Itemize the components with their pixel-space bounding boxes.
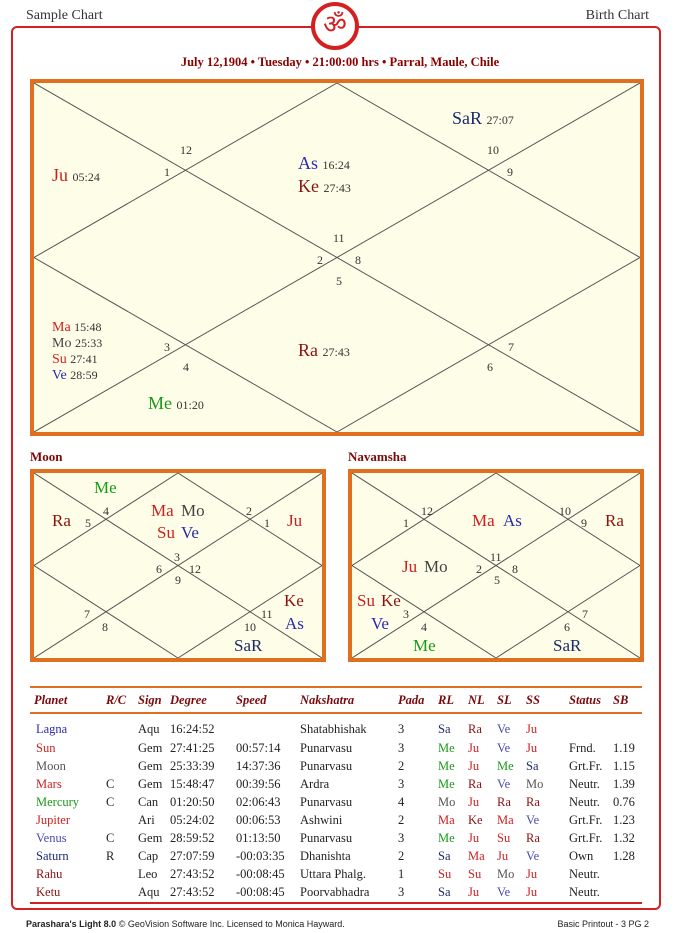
- table-cell-sb: 1.23: [613, 812, 635, 827]
- col-speed: Speed: [236, 692, 267, 707]
- house-7: 7: [508, 340, 514, 354]
- table-cell-nl: Ju: [468, 758, 480, 773]
- table-cell-rl: Me: [438, 758, 455, 773]
- table-cell-ss: Ju: [526, 740, 538, 755]
- table-cell-status: Frnd.: [569, 740, 596, 755]
- table-cell-sl: Mo: [497, 866, 515, 881]
- house-1: 1: [164, 165, 170, 179]
- table-cell-nl: Ju: [468, 884, 480, 899]
- planet-ju: Ju 05:24: [52, 165, 100, 185]
- table-cell-sb: 1.15: [613, 758, 635, 773]
- table-cell-nl: Ra: [468, 722, 482, 736]
- house-12: 12: [180, 143, 192, 157]
- table-cell-rc: C: [106, 830, 115, 845]
- table-cell-status: Grt.Fr.: [569, 812, 603, 827]
- table-cell-sign: Leo: [138, 866, 158, 881]
- planet-ve: Ve 28:59: [52, 368, 98, 383]
- table-cell-sb: 0.76: [613, 794, 635, 809]
- table-row: [30, 865, 642, 883]
- table-cell-pada: 3: [398, 776, 405, 791]
- table-cell-speed: [236, 713, 300, 739]
- table-cell-degree: 27:41:25: [170, 740, 215, 755]
- col-status: Status: [569, 692, 601, 707]
- nav-house-6: 6: [564, 620, 570, 634]
- col-degree: Degree: [170, 692, 207, 707]
- table-cell-sign: Can: [138, 794, 159, 809]
- table-row: [30, 775, 642, 793]
- nav-house-11: 11: [490, 550, 502, 564]
- house-3: 3: [164, 340, 170, 354]
- table-cell-nak: Punarvasu: [300, 740, 353, 755]
- nav-house-4: 4: [421, 620, 427, 634]
- table-cell-degree: 28:59:52: [170, 830, 215, 845]
- table-cell-rc: [106, 865, 138, 883]
- table-cell-planet: Ketu: [36, 884, 61, 899]
- table-row: [30, 739, 642, 757]
- moon-house-4: 4: [103, 504, 109, 518]
- moon-house-8: 8: [102, 620, 108, 634]
- table-cell-rl: Me: [438, 830, 455, 845]
- table-cell-speed: 00:57:14: [236, 740, 281, 755]
- moon-house-9: 9: [175, 573, 181, 587]
- table-cell-degree: 15:48:47: [170, 776, 215, 791]
- table-cell-sl: Me: [497, 758, 514, 773]
- table-cell-sl: Ve: [497, 776, 511, 791]
- table-cell-speed: 01:13:50: [236, 830, 281, 845]
- col-nl: NL: [468, 692, 485, 707]
- table-cell-sign: Aqu: [138, 884, 160, 899]
- table-cell-planet: Venus: [36, 830, 67, 845]
- nav-planet-me: Me: [413, 636, 436, 655]
- table-cell-sign: Gem: [138, 740, 163, 755]
- table-cell-nak: Ashwini: [300, 812, 343, 827]
- col-sb: SB: [613, 692, 629, 707]
- table-cell-sb: 1.32: [613, 830, 635, 845]
- table-cell-rl: Sa: [438, 884, 451, 899]
- table-cell-nl: Ju: [468, 794, 480, 809]
- rasi-chart: [30, 79, 644, 436]
- footer-right: Basic Printout - 3 PG 2: [557, 919, 649, 929]
- col-rc: R/C: [106, 692, 127, 707]
- nav-house-12: 12: [421, 504, 433, 518]
- table-cell-ss: Mo: [526, 776, 544, 791]
- table-cell-ss: Ju: [526, 722, 538, 736]
- nav-house-1: 1: [403, 516, 409, 530]
- table-row: [30, 757, 642, 775]
- table-cell-degree: 25:33:39: [170, 758, 215, 773]
- table-cell-pada: 2: [398, 812, 405, 827]
- table-cell-sl: Ve: [497, 722, 511, 736]
- table-cell-rc: C: [106, 794, 115, 809]
- table-cell-rc: R: [106, 848, 115, 863]
- nav-planet-mo: Mo: [424, 557, 448, 576]
- moon-house-12: 12: [189, 562, 201, 576]
- table-cell-status: Neutr.: [569, 776, 600, 791]
- table-cell-rl: Me: [438, 776, 455, 791]
- house-10: 10: [487, 143, 499, 157]
- table-cell-degree: 27:43:52: [170, 884, 215, 899]
- birth-details: July 12,1904 • Tuesday • 21:00:00 hrs • Parral, Maule, Chile: [180, 55, 500, 69]
- table-cell-ss: Ju: [526, 884, 538, 899]
- planet-sar: SaR 27:07: [452, 108, 514, 128]
- nav-house-9: 9: [581, 516, 587, 530]
- table-cell-status: Grt.Fr.: [569, 830, 603, 845]
- table-cell-planet: Mars: [36, 776, 62, 791]
- house-2: 2: [317, 253, 323, 267]
- table-cell-status: Neutr.: [569, 794, 600, 809]
- table-cell-rc: [106, 757, 138, 775]
- page-type: Birth Chart: [585, 8, 649, 23]
- moon-house-1: 1: [264, 516, 270, 530]
- table-cell-sign: Ari: [138, 812, 155, 827]
- table-cell-sl: Ve: [497, 740, 511, 755]
- nav-planet-as: As: [503, 511, 522, 530]
- col-rl: RL: [438, 692, 454, 707]
- table-cell-planet: Jupiter: [36, 812, 71, 827]
- table-cell-rl: Ma: [438, 812, 455, 827]
- table-cell-degree: 27:07:59: [170, 848, 215, 863]
- table-cell-rc: [106, 811, 138, 829]
- moon-planet-ke: Ke: [284, 591, 304, 610]
- planet-ra: Ra 27:43: [298, 340, 350, 360]
- table-cell-nl: Su: [468, 866, 482, 881]
- table-cell-nak: Punarvasu: [300, 794, 353, 809]
- table-cell-pada: 3: [398, 740, 405, 755]
- table-cell-status: Neutr.: [569, 884, 600, 899]
- planet-me: Me 01:20: [148, 393, 204, 413]
- col-pada: Pada: [398, 692, 425, 707]
- table-cell-sb: 1.28: [613, 848, 635, 863]
- moon-planet-me: Me: [94, 478, 117, 497]
- nav-house-7: 7: [582, 607, 588, 621]
- table-cell-speed: 00:06:53: [236, 812, 281, 827]
- table-bottom-rule: [30, 902, 642, 904]
- planet-ma: Ma 15:48: [52, 320, 102, 335]
- table-cell-status: Grt.Fr.: [569, 758, 603, 773]
- col-nakshatra: Nakshatra: [300, 692, 355, 707]
- table-cell-sl: Ra: [497, 794, 511, 809]
- house-8: 8: [355, 253, 361, 267]
- table-cell-sl: Ma: [497, 812, 514, 827]
- table-cell-nak: Shatabhishak: [300, 722, 367, 736]
- table-cell-ss: Ra: [526, 794, 540, 809]
- table-cell-sign: Aqu: [138, 722, 160, 736]
- table-cell-sign: Gem: [138, 758, 163, 773]
- table-cell-nl: Ra: [468, 776, 482, 791]
- table-row: [30, 811, 642, 829]
- table-cell-speed: 14:37:36: [236, 758, 281, 773]
- table-header-row: [30, 687, 642, 713]
- table-cell-sl: Ve: [497, 884, 511, 899]
- moon-chart: [30, 469, 326, 662]
- moon-planet-ju: Ju: [287, 511, 303, 530]
- nav-planet-ke: Ke: [381, 591, 401, 610]
- nav-house-3: 3: [403, 607, 409, 621]
- table-cell-degree: 27:43:52: [170, 866, 215, 881]
- moon-house-2: 2: [246, 504, 252, 518]
- table-cell-ss: Ra: [526, 830, 540, 845]
- table-cell-planet: Sun: [36, 740, 56, 755]
- table-cell-nak: Punarvasu: [300, 758, 353, 773]
- col-sl: SL: [497, 692, 512, 707]
- planet-table: [30, 686, 642, 901]
- col-ss: SS: [526, 692, 540, 707]
- table-cell-rc: [106, 883, 138, 901]
- table-cell-pada: 1: [398, 866, 405, 881]
- nav-planet-ju: Ju: [402, 557, 418, 576]
- moon-planet-as: As: [285, 614, 304, 633]
- nav-house-8: 8: [512, 562, 518, 576]
- table-cell-nak: Poorvabhadra: [300, 884, 370, 899]
- table-cell-rc: C: [106, 776, 115, 791]
- moon-house-6: 6: [156, 562, 162, 576]
- table-cell-rl: Sa: [438, 722, 451, 736]
- nav-planet-sar: SaR: [553, 636, 582, 655]
- house-11: 11: [333, 231, 345, 245]
- nav-planet-su: Su: [357, 591, 375, 610]
- table-cell-sb: [613, 713, 642, 739]
- table-cell-rc: [106, 739, 138, 757]
- navamsha-chart: [348, 469, 644, 662]
- rasi-chart-lines: [34, 83, 640, 432]
- house-4: 4: [183, 360, 189, 374]
- house-6: 6: [487, 360, 493, 374]
- table-cell-nl: Ju: [468, 830, 480, 845]
- table-row: [30, 829, 642, 847]
- table-cell-degree: 01:20:50: [170, 794, 215, 809]
- moon-chart-title: Moon: [30, 449, 63, 464]
- navamsha-chart-title: Navamsha: [348, 449, 407, 464]
- table-cell-speed: -00:08:45: [236, 866, 285, 881]
- table-cell-status: Own: [569, 848, 594, 863]
- table-row: [30, 847, 642, 865]
- table-row: [30, 793, 642, 811]
- table-cell-planet: Rahu: [36, 866, 63, 881]
- navamsha-chart-lines: [352, 473, 640, 658]
- moon-house-7: 7: [84, 607, 90, 621]
- om-icon: ॐ: [311, 2, 359, 50]
- moon-planet-sar: SaR: [234, 636, 263, 655]
- table-cell-ss: Ju: [526, 866, 538, 881]
- table-cell-speed: 02:06:43: [236, 794, 281, 809]
- planet-su: Su 27:41: [52, 352, 98, 367]
- table-row: [30, 713, 642, 739]
- table-cell-sb: 1.39: [613, 776, 635, 791]
- house-5: 5: [336, 274, 342, 288]
- moon-planet-su: Su: [157, 523, 175, 542]
- table-row: [30, 883, 642, 901]
- table-cell-nak: Ardra: [300, 776, 330, 791]
- nav-house-10: 10: [559, 504, 571, 518]
- table-cell-nak: Punarvasu: [300, 830, 353, 845]
- moon-planet-ma: Ma: [151, 501, 174, 520]
- table-cell-planet: Saturn: [36, 848, 69, 863]
- table-cell-nl: Ke: [468, 812, 483, 827]
- table-cell-sl: Ju: [497, 848, 509, 863]
- table-cell-rl: Me: [438, 740, 455, 755]
- moon-planet-ve: Ve: [181, 523, 199, 542]
- table-cell-ss: Ve: [526, 848, 540, 863]
- nav-planet-ma: Ma: [472, 511, 495, 530]
- moon-house-10: 10: [244, 620, 256, 634]
- table-cell-sb: [613, 883, 642, 901]
- table-cell-rc: [106, 713, 138, 739]
- footer-left: Parashara's Light 8.0 © GeoVision Software Inc. Licensed to Monica Hayward.: [26, 919, 345, 929]
- table-cell-nak: Dhanishta: [300, 848, 351, 863]
- table-cell-degree: 16:24:52: [170, 722, 215, 736]
- table-cell-sign: Cap: [138, 848, 159, 863]
- table-cell-speed: 00:39:56: [236, 776, 281, 791]
- table-cell-planet: Moon: [36, 758, 66, 773]
- chart-name: Sample Chart: [26, 8, 103, 23]
- table-cell-pada: 3: [398, 830, 405, 845]
- table-cell-nl: Ma: [468, 848, 485, 863]
- col-planet: Planet: [34, 692, 68, 707]
- table-cell-degree: 05:24:02: [170, 812, 215, 827]
- moon-planet-mo: Mo: [181, 501, 205, 520]
- table-cell-nl: Ju: [468, 740, 480, 755]
- moon-planet-ra: Ra: [52, 511, 71, 530]
- moon-house-3: 3: [174, 550, 180, 564]
- table-cell-pada: 2: [398, 848, 405, 863]
- nav-house-2: 2: [476, 562, 482, 576]
- table-cell-status: [569, 713, 613, 739]
- table-cell-pada: 3: [398, 884, 405, 899]
- table-cell-sign: Gem: [138, 776, 163, 791]
- table-cell-planet: Lagna: [36, 722, 68, 736]
- moon-house-11: 11: [261, 607, 273, 621]
- table-cell-speed: -00:08:45: [236, 884, 285, 899]
- table-cell-rl: Sa: [438, 848, 451, 863]
- table-cell-pada: 4: [398, 794, 405, 809]
- table-cell-rl: Mo: [438, 794, 456, 809]
- table-cell-speed: -00:03:35: [236, 848, 285, 863]
- table-cell-sb: 1.19: [613, 740, 635, 755]
- table-cell-ss: Sa: [526, 758, 539, 773]
- table-cell-nak: Uttara Phalg.: [300, 866, 366, 881]
- house-9: 9: [507, 165, 513, 179]
- nav-planet-ve: Ve: [371, 614, 389, 633]
- table-cell-sb: [613, 865, 642, 883]
- planet-mo: Mo 25:33: [52, 336, 103, 351]
- moon-chart-lines: [34, 473, 322, 658]
- table-cell-rl: Su: [438, 866, 452, 881]
- moon-house-5: 5: [85, 516, 91, 530]
- planet-ke: Ke 27:43: [298, 176, 351, 196]
- nav-house-5: 5: [494, 573, 500, 587]
- table-cell-planet: Mercury: [36, 794, 80, 809]
- table-cell-pada: 2: [398, 758, 405, 773]
- table-cell-ss: Ve: [526, 812, 540, 827]
- table-cell-sl: Su: [497, 830, 511, 845]
- table-cell-status: Neutr.: [569, 866, 600, 881]
- table-cell-sign: Gem: [138, 830, 163, 845]
- planet-as: As 16:24: [298, 153, 350, 173]
- table-cell-pada: 3: [398, 722, 405, 736]
- col-sign: Sign: [138, 692, 162, 707]
- nav-planet-ra: Ra: [605, 511, 624, 530]
